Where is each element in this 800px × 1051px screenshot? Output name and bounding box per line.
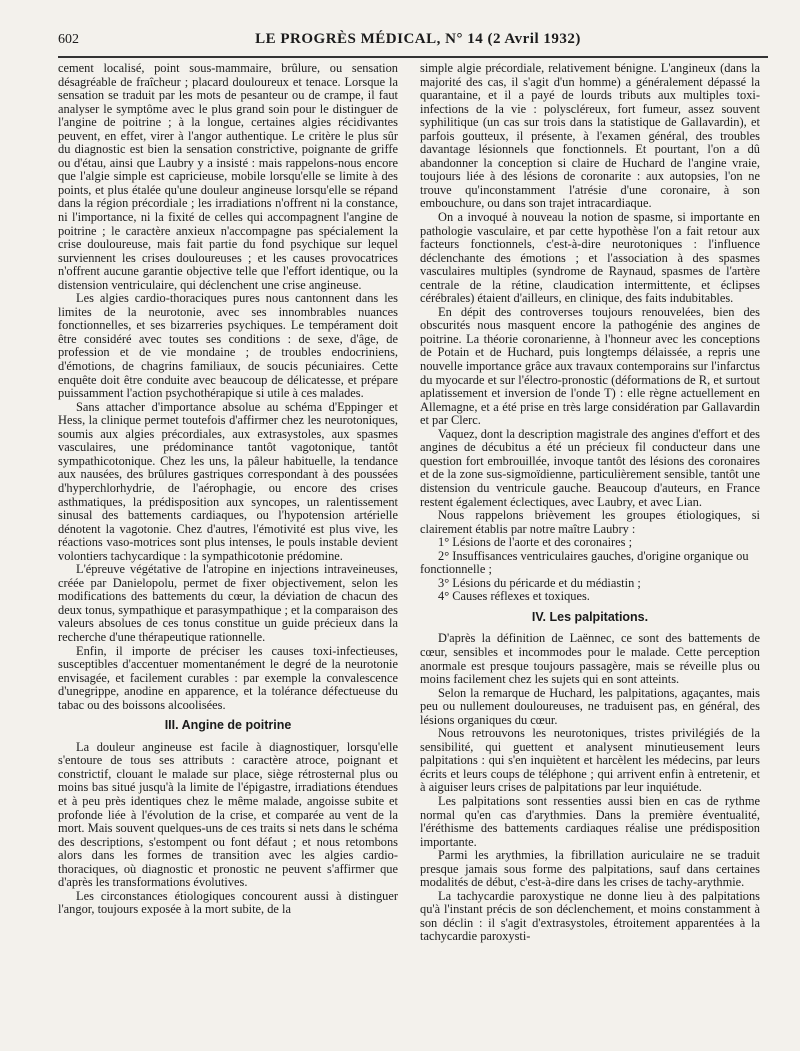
- paragraph: Selon la remarque de Huchard, les palpitations, agaçantes, mais peu ou nullement douloureuses, ne traduisent pas, en général, des lésions organiques du cœur.: [420, 685, 760, 727]
- paragraph: simple algie précordiale, relativement bénigne. L'angineux (dans la majorité des cas, il s'agit d'un homme) a généralement dépassé la quarantaine, et il a payé de lourds tributs aux multiples toxi-infections de la vie : polyscléreux, fort fumeur, assez souvent syphilitique (un cas sur trois dans la statistique de Gallavardin), et parfois goutteux, il présente, à l'examen général, des troubles davantage lésionnels que fonctionnels. Et pourtant, l'on a dû abandonner la conception si claire de Huchard de l'angine vraie, toujours liée à des lésions de coronarite : aux autopsies, l'on ne trouve qu'inconstamment l'atrésie d'une coronaire, à son embouchure, ou dans son trajet intracardiaque.: [420, 61, 760, 211]
- page-number: 602: [58, 32, 79, 47]
- list-item: 2° Insuffisances ventriculaires gauches, d'origine organique ou fonctionnelle ;: [420, 548, 749, 577]
- paragraph: Les palpitations sont ressenties aussi bien en cas de rythme normal qu'en cas d'arythmies. Dans la première éventualité, l'éréthisme des battements cardiaques réalise une prédisposition importante.: [420, 793, 760, 849]
- list-item: 3° Lésions du péricarde et du médiastin ;: [438, 575, 641, 590]
- paragraph: Enfin, il importe de préciser les causes toxi-infectieuses, susceptibles d'accentuer momentanément le degré de la neurotonie envisagée, et facilement curables : par exemple la convalescence d'unegrippe, anodine en apparence, et la tolérance défectueuse du tabac ou des boissons alcoolisées.: [58, 643, 398, 712]
- paragraph: L'épreuve végétative de l'atropine en injections intraveineuses, créée par Danielopolu, permet de fixer objectivement, selon les modifications des battements du cœur, la déviation de chacun des deux tonus, sympathique et parasympathique ; et la comparaison des valeurs absolues de ces tonus constitue un guide précieux dans la recherche d'une thérapeutique rationnelle.: [58, 562, 398, 644]
- list-item: 4° Causes réflexes et toxiques.: [438, 589, 590, 604]
- paragraph: D'après la définition de Laënnec, ce sont des battements de cœur, sensibles et incommodes pour le malade. Cette perception anormale est presque toujours passagère, mais se réveille plus ou moins facilement chez les sujets qui en sont atteints.: [420, 631, 760, 687]
- section-heading-angine: III. Angine de poitrine: [164, 718, 292, 733]
- paragraph: Nous retrouvons les neurotoniques, tristes privilégiés de la sensibilité, qui guettent et analysent minutieusement leurs palpitations : qui s'en inquiètent et harcèlent les médecins, par leurs écrits et leurs coups de téléphone ; qui arrivent enfin à entretenir, et à aiguiser leurs crises de palpitations par leur inquiétude.: [420, 726, 760, 795]
- paragraph: Vaquez, dont la description magistrale des angines d'effort et des angines de décubitus a été un précieux fil conducteur dans une question fort embrouillée, invoque tantôt des lésions des coronaires et de la zone sus-sigmoïdienne, particulièrement sensible, tantôt une distension du ventricule gauche. Beaucoup d'auteurs, en France restent également éclectiques, avec Laubry, et avec Lian.: [420, 426, 760, 509]
- left-column: [58, 62, 398, 917]
- paragraph: Nous rappelons brièvement les groupes étiologiques, si clairement établis par notre maître Laubry :: [420, 508, 760, 536]
- page-header: [58, 30, 758, 54]
- paragraph: Les algies cardio-thoraciques pures nous cantonnent dans les limites de la neurotonie, avec ses innombrables nuances fonctionnelles, et ses bizarreries psychiques. Le tempérament doit être considéré avec toutes ses conditions : de sexe, d'âge, de profession et de vie mondaine ; de troubles endocriniens, d'émotions, de chagrins familiaux, de soucis pécuniaires. Cette enquête doit être conduite avec beaucoup de délicatesse, et prépare puissamment l'action psychothérapique si utile à ces malades.: [58, 291, 398, 401]
- section-heading-palpitations: IV. Les palpitations.: [531, 609, 649, 624]
- running-title: LE PROGRÈS MÉDICAL, N° 14 (2 Avril 1932): [255, 31, 581, 47]
- paragraph: La douleur angineuse est facile à diagnostiquer, lorsqu'elle s'entoure de tous ses attributs : caractère atroce, poignant et constrictif, clouant le malade sur place, siège rétrosternal plus ou moins bas situé jusqu'à la limite de l'épigastre, irradiations étendues et à peu près identiques chez le même malade, angoisse subite et profonde liée à l'évolution de la crise, et comparée au vent de la mort. Mais souvent quelques-uns de ces traits si nets dans le schéma des descriptions, s'estompent ou font défaut ; et nous retombons alors dans les formes de transition avec les algies cardio-thoraciques, où diagnostic et pronostic ne peuvent s'affirmer que d'après les transformations évolutives.: [58, 739, 398, 890]
- paragraph: cement localisé, point sous-mammaire, brûlure, ou sensation désagréable de fraîcheur ; placard douloureux et tenace. Lorsque la sensation se traduit par les mots de pesanteur ou de crampe, il faut analyser le symptôme avec le plus grand soin pour le distinguer de l'angine de poitrine ; à la longue, certaines algies récidivantes peuvent, en effet, virer à l'angor authentique. Le critère le plus sûr du diagnostic est bien la sensation constrictive, poignante de griffe ou d'étau, ainsi que Laubry y a insisté : mais rappelons-nous encore que l'algie simple est capricieuse, mobile lorsqu'elle se limite à des points, et plus étalée qu'une douleur angineuse lorsqu'elle se répand dans la région précordiale ; les irradiations n'offrent ni la constance, ni l'importance, ni la fixité de celles qui accompagnent l'angine de poitrine ; le caractère anxieux n'accompagne pas spécialement la crise douloureuse, mais fait partie du fond psychique sur lequel surviennent les crises douloureuses ; et les causes provocatrices n'offrent aucune garantie objective telle que l'effort identique, ou la distension ventriculaire, qui déclenchent une crise angineuse.: [58, 61, 398, 292]
- list-item: 1° Lésions de l'aorte et des coronaires ;: [438, 535, 633, 550]
- paragraph: Sans attacher d'importance absolue au schéma d'Eppinger et Hess, la clinique permet toutefois d'affirmer chez les neurotoniques, soumis aux algies précordiales, aux extrasystoles, aux spasmes vasculaires, une prédominance tantôt vagotonique, tantôt sympathicotonique. Chez les uns, la pâleur habituelle, la tendance aux nausées, des brûlures gastriques correspondant à des poussées d'hyperchlorhydrie, de l'aérophagie, ou encore des crises asthmatiques, la prédisposition aux syncopes, un ralentissement sinusal des battements cardiaques, ou l'hypotension artérielle dénotent la vagotonie. Chez d'autres, l'émotivité est plus vive, les réactions vaso-motrices sont plus intenses, le pouls instable devient volontiers tachycardique : la sympathicotonie prédomine.: [58, 399, 398, 563]
- paragraph: En dépit des controverses toujours renouvelées, bien des obscurités nous masquent encore la pathogénie des angines de poitrine. La théorie coronarienne, à l'honneur avec les conceptions de Potain et de Huchard, puis longtemps délaissée, a repris une nouvelle importance grâce aux travaux contemporains sur l'infarctus du myocarde et sur l'électro-pronostic (déformations de R, et surtout aplatissement et inversion de l'onde T) : elle règne actuellement en Allemagne, et a été prise en très large considération par Gallavardin et par Clerc.: [420, 304, 760, 428]
- header-rule: [58, 56, 768, 58]
- paragraph: Les circonstances étiologiques concourent aussi à distinguer l'angor, toujours exposée à la mort subite, de la: [58, 888, 398, 917]
- right-column: [420, 62, 760, 944]
- paragraph: La tachycardie paroxystique ne donne lieu à des palpitations qu'à l'instant précis de son déclenchement, et moins constamment à son déclin : il s'agit d'extrasystoles, étroitement apparentées à la tachycardie paroxysti-: [420, 888, 760, 944]
- paragraph: Parmi les arythmies, la fibrillation auriculaire ne se traduit presque jamais sous forme des palpitations, sauf dans certaines modalités de début, c'est-à-dire dans les crises de tachy-arythmie.: [420, 848, 760, 890]
- paragraph: On a invoqué à nouveau la notion de spasme, si importante en pathologie vasculaire, et par cette hypothèse l'on a fait retour aux facteurs fonctionnels, c'est-à-dire neurotoniques : l'influence déclenchante des émotions ; et l'association à des spasmes vasculaires multiples (syndrome de Raynaud, spasmes de l'artère centrale de la rétine, claudication intermittente, et éclipses cérébrales) étaient d'ailleurs, en clinique, des faits indubitables.: [420, 210, 760, 306]
